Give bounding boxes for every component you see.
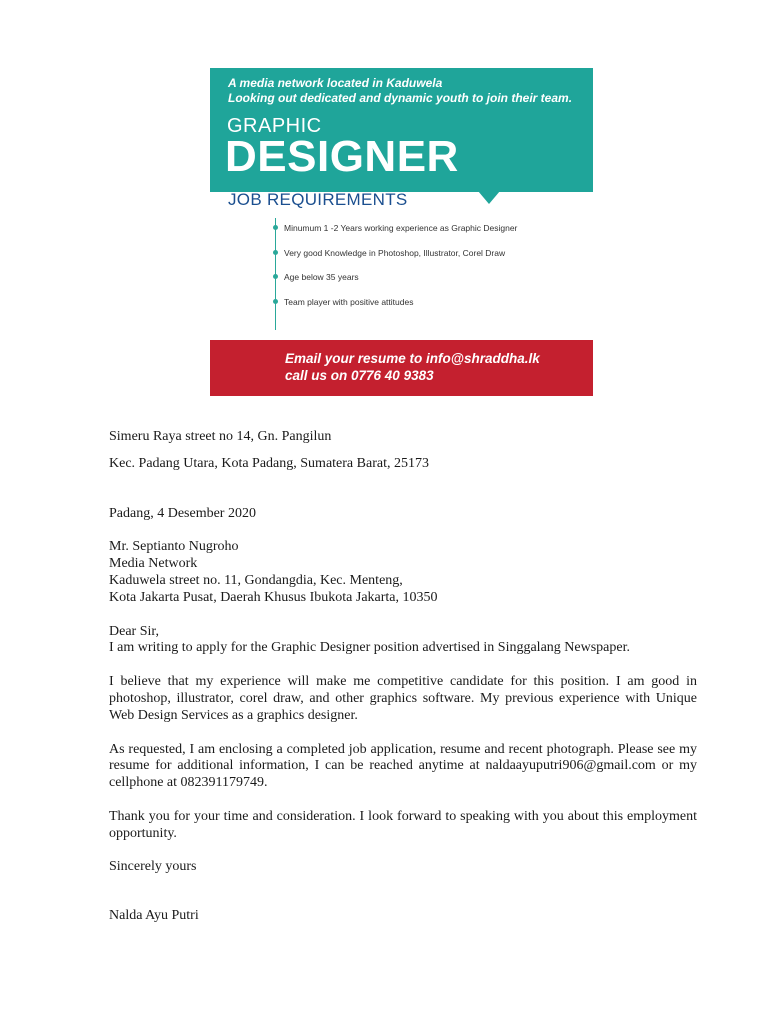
recipient-block (109, 539, 697, 606)
bullet-icon (273, 299, 278, 304)
body-paragraph: I believe that my experience will make me competitive candidate for this position. I am good in photoshop, illustrator, corel draw, and other graphics software. My previous experience with Unique Web Design Services as a graphics designer. (109, 674, 697, 723)
requirement-text: Age below 35 years (284, 272, 359, 282)
poster-contact-phone: call us on 0776 40 9383 (285, 368, 434, 383)
job-poster (210, 68, 593, 396)
signature-name: Nalda Ayu Putri (109, 908, 199, 924)
recipient-company: Media Network (109, 556, 198, 572)
recipient-name: Mr. Septianto Nugroho (109, 539, 239, 555)
body-paragraph: I am writing to apply for the Graphic Designer position advertised in Singgalang Newspaper. (109, 640, 630, 656)
list-item (270, 222, 517, 247)
requirement-text: Very good Knowledge in Photoshop, Illustrator, Corel Draw (284, 247, 506, 258)
poster-contact (285, 350, 540, 384)
poster-intro (228, 76, 588, 106)
letter-date: Padang, 4 Desember 2020 (109, 505, 256, 521)
bullet-icon (273, 250, 278, 255)
body-paragraph: As requested, I am enclosing a completed job application, resume and recent photograph. Please see my resume for additional information, I can be reached anytime at naldaayuputri906@gmail.com or my cellphone at 082391179749. (109, 741, 697, 791)
poster-section-heading: JOB REQUIREMENTS (228, 190, 408, 209)
body-paragraph: Thank you for your time and consideration. I look forward to speaking with you about this employment opportunity. (109, 808, 697, 841)
bullet-icon (273, 225, 278, 230)
list-item (270, 247, 517, 272)
poster-title-small: GRAPHIC (227, 115, 322, 137)
bullet-icon (273, 274, 278, 279)
poster-contact-email: Email your resume to info@shraddha.lk (285, 351, 540, 366)
requirement-text: Team player with positive attitudes (284, 296, 414, 307)
salutation: Dear Sir, (109, 623, 159, 639)
recipient-address-line2: Kota Jakarta Pusat, Daerah Khusus Ibukota Jakarta, 10350 (109, 589, 438, 605)
requirements-list (270, 222, 517, 320)
poster-intro-line1: A media network located in Kaduwela (228, 76, 443, 90)
poster-intro-line2: Looking out dedicated and dynamic youth to join their team. (228, 91, 573, 105)
list-item (270, 296, 517, 321)
sender-address-line2: Kec. Padang Utara, Kota Padang, Sumatera Barat, 25173 (109, 455, 429, 471)
recipient-address-line1: Kaduwela street no. 11, Gondangdia, Kec. Menteng, (109, 572, 403, 588)
closing: Sincerely yours (109, 858, 197, 874)
poster-title-large: DESIGNER (225, 132, 459, 181)
sender-address-line1: Simeru Raya street no 14, Gn. Pangilun (109, 429, 332, 444)
poster-notch (478, 191, 500, 204)
cover-letter (109, 429, 697, 925)
list-item (270, 271, 517, 296)
requirement-text: Minumum 1 -2 Years working experience as Graphic Designer (284, 223, 518, 233)
